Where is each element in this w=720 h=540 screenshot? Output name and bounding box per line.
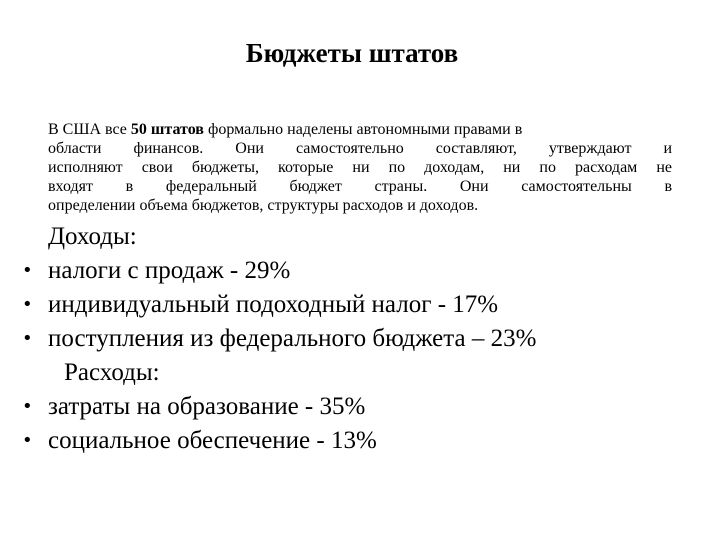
intro-line-4: входят в федеральный бюджет страны. Они самостоятельны в [48, 178, 672, 195]
intro-states-count: 50 штатов [130, 121, 204, 138]
income-heading: Доходы: [48, 223, 137, 250]
bullet-icon: • [22, 430, 33, 451]
intro-line-1 [48, 120, 672, 139]
intro-line-1-start: В США все [48, 121, 131, 138]
income-item-federal-transfers: поступления из федерального бюджета – 23% [48, 325, 537, 352]
list-item [22, 322, 702, 356]
list-item [22, 390, 702, 424]
slide-title: Бюджеты штатов [245, 38, 459, 68]
income-item-income-tax: индивидуальный подоходный налог - 17% [48, 291, 499, 318]
intro-line-1-end: формально наделены автономными правами в [203, 121, 523, 138]
bullet-icon: • [22, 328, 33, 349]
expenses-heading: Расходы: [64, 359, 160, 386]
bullet-icon: • [22, 260, 33, 281]
income-heading-row [22, 220, 702, 254]
bullet-icon: • [22, 396, 33, 417]
list-item [22, 254, 702, 288]
income-item-sales-tax: налоги с продаж - 29% [48, 257, 291, 284]
list-item [22, 288, 702, 322]
intro-paragraph [48, 120, 672, 215]
intro-line-5: определении объема бюджетов, структуры расходов и доходов. [48, 197, 479, 214]
expense-item-social-security: социальное обеспечение - 13% [48, 427, 377, 454]
bullet-list [22, 220, 702, 458]
bullet-icon: • [22, 294, 33, 315]
expense-item-education: затраты на образование - 35% [48, 393, 366, 420]
intro-line-2: области финансов. Они самостоятельно составляют, утверждают и [48, 140, 672, 157]
list-item [22, 424, 702, 458]
intro-line-3: исполняют свои бюджеты, которые ни по доходам, ни по расходам не [48, 159, 672, 176]
expenses-heading-row [22, 356, 702, 390]
